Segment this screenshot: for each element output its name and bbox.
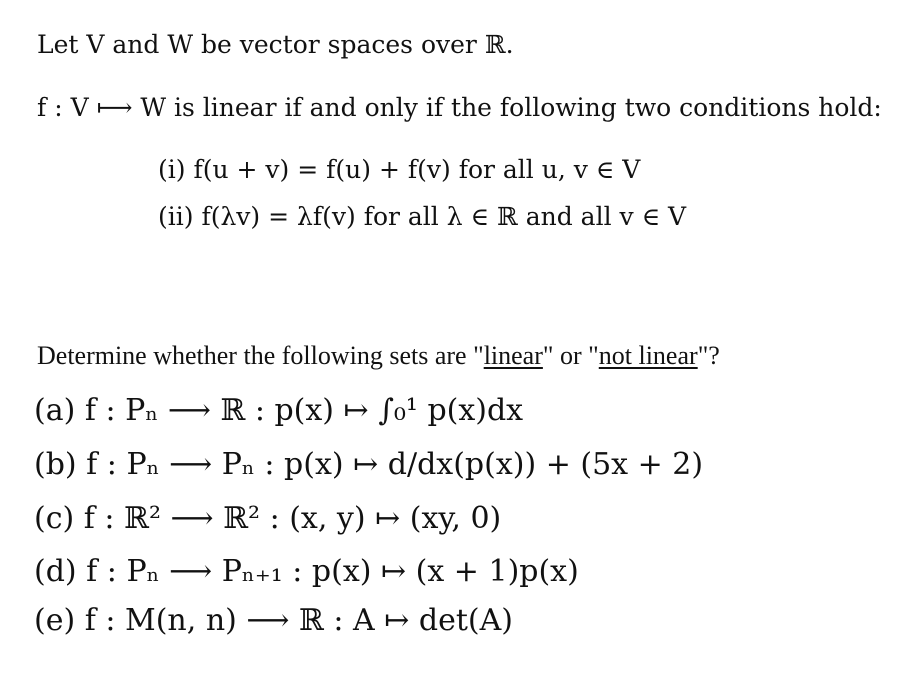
item-e [34,603,513,638]
item-label: (b) [34,447,77,482]
question-middle: " or " [542,341,599,370]
item-formula: f : M(n, n) ⟶ ℝ : A ↦ det(A) [84,603,513,638]
item-formula: f : Pₙ ⟶ Pₙ₊₁ : p(x) ↦ (x + 1)p(x) [86,554,579,589]
not-linear-term: not linear [598,341,698,370]
condition-label: (i) [158,155,186,184]
question-prefix: Determine whether the following sets are " [37,341,484,370]
condition-tail: for all λ ∈ ℝ and all v ∈ V [363,202,687,231]
item-b [34,447,704,482]
item-formula: f : Pₙ ⟶ Pₙ : p(x) ↦ d/dx(p(x)) + (5x + 2) [86,447,704,482]
item-formula: f : ℝ² ⟶ ℝ² : (x, y) ↦ (xy, 0) [83,501,502,536]
item-label: (d) [34,554,77,589]
condition-ii [158,204,686,229]
item-c [34,501,502,536]
question-suffix: "? [697,341,720,370]
linear-term: linear [483,341,543,370]
condition-label: (ii) [158,202,194,231]
condition-i [158,157,640,182]
item-formula: f : Pₙ ⟶ ℝ : p(x) ↦ ∫₀¹ p(x)dx [84,393,524,428]
definition-text: f : V ⟼ W is linear if and only if the following two conditions hold: [37,93,882,122]
condition-formula: f(u + v) = f(u) + f(v) [193,155,451,184]
intro-line [37,32,514,57]
item-label: (c) [34,501,75,536]
intro-text: Let V and W be vector spaces over ℝ. [37,30,514,59]
condition-formula: f(λv) = λf(v) [201,202,356,231]
item-label: (e) [34,603,76,638]
item-d [34,554,579,589]
definition-line [37,95,882,120]
question-line [37,343,720,369]
condition-tail: for all u, v ∈ V [458,155,641,184]
item-label: (a) [34,393,76,428]
item-a [34,393,524,428]
